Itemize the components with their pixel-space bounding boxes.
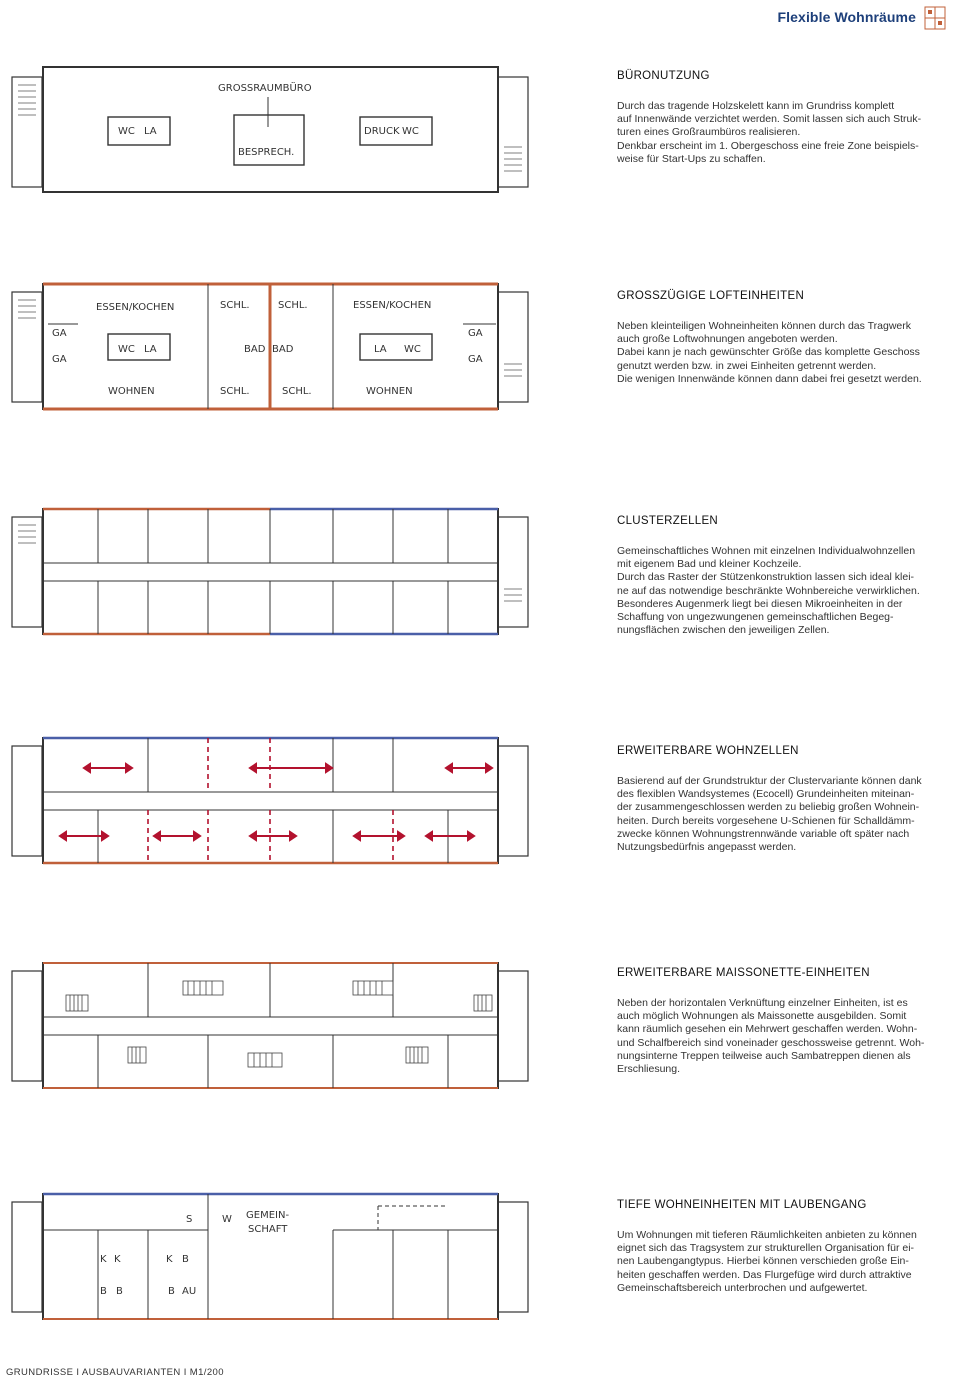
plan-label: SCHL. [282, 386, 312, 397]
plan-label: GA [468, 328, 483, 339]
plan-label: WC [118, 344, 135, 355]
plan-label: WC [118, 126, 135, 137]
plan-label: GEMEIN- [246, 1210, 290, 1221]
plan-label: B [168, 1286, 175, 1297]
plan-label: SCHAFT [248, 1224, 288, 1235]
plan-label: GROSSRAUMBÜRO [218, 83, 312, 94]
section-title: ERWEITERBARE WOHNZELLEN [617, 745, 799, 757]
plan-label: LA [374, 344, 387, 355]
plan-label: BESPRECH. [238, 147, 295, 158]
plan-label: WOHNEN [366, 386, 413, 397]
plan-label: ESSEN/KOCHEN [96, 302, 175, 313]
plan-label: WC [404, 344, 421, 355]
plan-label: SCHL. [278, 300, 308, 311]
floor-plan-cluster [8, 485, 536, 660]
plan-label: K [100, 1254, 107, 1265]
section-title: BÜRONUTZUNG [617, 70, 710, 82]
floor-plan-expandable-cells [8, 712, 536, 887]
floor-plan-office [8, 55, 536, 215]
section-text: Neben kleinteiligen Wohneinheiten können durch das Tragwerk auch große Loftwohnungen angeboten werden. Dabei kann je nach gewünschter Größe das komplette Geschoss genutzt werden bzw. in zwei Einheiten getrennt werden. Die wenigen Innenwände können dann dabei frei gesetzt werden. [617, 320, 922, 385]
plan-label: AU [182, 1286, 197, 1297]
section-text: Durch das tragende Holzskelett kann im Grundriss komplett auf Innenwände verzichtet werden. Somit lassen sich auch Struk- turen eines Großraumbüros realisieren. Denkbar erscheint im 1. Obergeschoss eine freie Zone beispiels- weise für Start-Ups zu schaffen. [617, 100, 922, 165]
plan-label: K [166, 1254, 173, 1265]
plan-label: BAD [244, 344, 266, 355]
plan-label: GA [52, 354, 67, 365]
plan-label: WC [402, 126, 419, 137]
floor-plan-loft [8, 262, 536, 437]
plan-label: GA [468, 354, 483, 365]
plan-label: BAD [272, 344, 294, 355]
plan-label: SCHL. [220, 300, 250, 311]
section-title: ERWEITERBARE MAISSONETTE-EINHEITEN [617, 967, 870, 979]
section-title: TIEFE WOHNEINHEITEN MIT LAUBENGANG [617, 1199, 867, 1211]
floorplan-logo-icon [924, 6, 946, 30]
plan-label: DRUCK [364, 126, 400, 137]
page-footer: GRUNDRISSE I AUSBAUVARIANTEN I M1/200 [6, 1367, 224, 1378]
plan-label: SCHL. [220, 386, 250, 397]
plan-label: B [116, 1286, 123, 1297]
section-title: GROSSZÜGIGE LOFTEINHEITEN [617, 290, 805, 302]
plan-label: GA [52, 328, 67, 339]
section-text: Um Wohnungen mit tieferen Räumlichkeiten anbieten zu können eignet sich das Tragsystem zur strukturellen Organisation für ei- nen Laubengangtypus. Hierbei können verschieden große Ein- heiten geschaffen werden. Das Flurgefüge wird durch attraktive Gemeinschaftsbereich unterbrochen und aufgewertet. [617, 1229, 917, 1294]
plan-label: LA [144, 344, 157, 355]
plan-label: B [100, 1286, 107, 1297]
section-text: Basierend auf der Grundstruktur der Clustervariante können dank des flexiblen Wandsystemes (Ecocell) Grundeinheiten miteinan- der zusammengeschlossen werden zu beliebig großen Wohnein- heiten. Durch bereits vorgesehene U-Schienen für Schalldämm- zwecke können Wohnungstrennwände variable oft später nach Nutzungsbedürfnis angepasst werden. [617, 775, 922, 854]
section-text: Gemeinschaftliches Wohnen mit einzelnen Individualwohnzellen mit eigenem Bad und kleiner Kochzeile. Durch das Raster der Stützenkonstruktion lassen sich ideal klei- ne auf das notwendige beschränkte Wohnbereiche verwirklichen. Besonderes Augenmerk liegt bei diesen Mikroeinheiten in der Schaffung von ungezwungenen gemeinschaftlichen Begeg- nungsflächen zwischen den jeweiligen Zellen. [617, 545, 920, 637]
page-header-title: Flexible Wohnräume [777, 9, 916, 25]
plan-label: K [114, 1254, 121, 1265]
plan-label: S [186, 1214, 193, 1225]
plan-label: LA [144, 126, 157, 137]
floor-plan-maisonette [8, 935, 536, 1110]
section-title: CLUSTERZELLEN [617, 515, 719, 527]
section-text: Neben der horizontalen Verknüftung einzelner Einheiten, ist es auch möglich Wohnungen als Maissonette ausgebilden. Somit kann räumlich gesehen ein Mehrwert geschaffen werden. Wohn- und Schalfbereich sind voneinader geschossweise getrennt. Woh- nungsinterne Treppen teilweise auch Sambatreppen dienen als Erschliesung. [617, 997, 925, 1076]
plan-label: ESSEN/KOCHEN [353, 300, 432, 311]
floor-plan-gallery-access [8, 1158, 536, 1333]
plan-label: B [182, 1254, 189, 1265]
plan-label: WOHNEN [108, 386, 155, 397]
plan-label: W [222, 1214, 232, 1225]
